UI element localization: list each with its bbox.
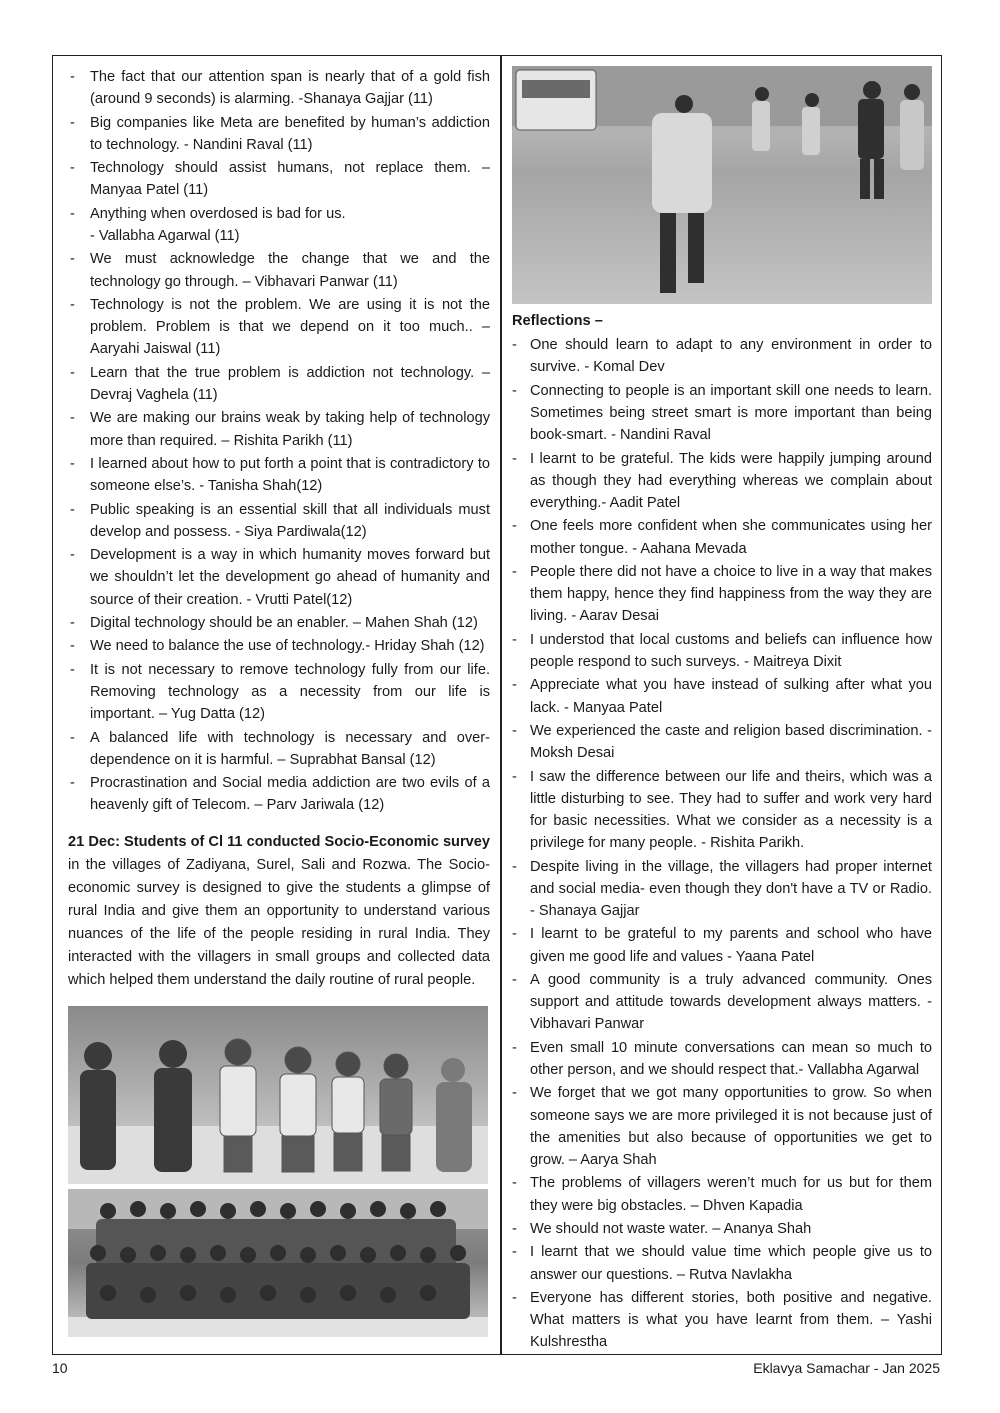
- reflection-item: - We should not waste water. – Ananya Shah: [512, 1218, 932, 1240]
- survey-photo: [68, 1006, 488, 1184]
- quote-author: - Vallabha Agarwal (11): [90, 227, 240, 244]
- event-body: in the villages of Zadiyana, Surel, Sali and Rozwa. The Socio-economic survey is designed to give the students a glimpse of rural India and give them an opportunity to understand various nuances of the life of the people residing in rural India. They interacted with the villagers in small groups and collected data which helped them understand the daily routine of rural people.: [68, 856, 490, 988]
- quote-item: - Technology is not the problem. We are using it is not the problem. Problem is that we depend on it too much.. – Aaryahi Jaiswal (11): [68, 294, 490, 361]
- issue-label: Eklavya Samachar - Jan 2025: [753, 1360, 940, 1376]
- reflection-item: - People there did not have a choice to live in a way that makes them happy, hence they find happiness from the way they are living. - Aarav Desai: [512, 561, 932, 628]
- quote-item: - Digital technology should be an enabler. – Mahen Shah (12): [68, 612, 490, 634]
- left-column: [68, 66, 490, 1337]
- quote-item: - The fact that our attention span is nearly that of a gold fish (around 9 seconds) is alarming. -Shanaya Gajjar (11): [68, 66, 490, 110]
- reflection-item: - We forget that we got many opportunities to grow. So when someone says we are more privileged it is not because just of the amenities but also because of opportunities we get to grow. – Aarya Shah: [512, 1082, 932, 1171]
- reflection-item: - Despite living in the village, the villagers had proper internet and social media- even though they don't have a TV or Radio. - Shanaya Gajjar: [512, 856, 932, 923]
- quote-item: - Procrastination and Social media addiction are two evils of a heavenly gift of Telecom. – Parv Jariwala (12): [68, 772, 490, 816]
- reflection-item: - A good community is a truly advanced community. Ones support and attitude towards development always matters. - Vibhavari Panwar: [512, 969, 932, 1036]
- reflection-item: - One feels more confident when she communicates using her mother tongue. - Aahana Mevada: [512, 515, 932, 559]
- column-divider: [500, 55, 502, 1355]
- playground-photo: [512, 66, 932, 304]
- reflections-title: Reflections –: [512, 313, 603, 329]
- quote-item: - We need to balance the use of technology.- Hriday Shah (12): [68, 635, 490, 657]
- quote-text: Anything when overdosed is bad for us.: [90, 205, 346, 222]
- event-heading: 21 Dec: Students of Cl 11 conducted Socio-Economic survey: [68, 833, 490, 850]
- reflection-item: - The problems of villagers weren’t much for us but for them they were big obstacles. – Dhven Kapadia: [512, 1172, 932, 1216]
- reflection-item: - We experienced the caste and religion based discrimination. - Moksh Desai: [512, 720, 932, 764]
- quote-item: - I learned about how to put forth a point that is contradictory to someone else’s. - Tanisha Shah(12): [68, 453, 490, 497]
- group-photo-figures: [68, 1189, 488, 1337]
- quote-list: [68, 66, 490, 817]
- survey-photo-figures: [68, 1006, 488, 1184]
- reflection-item: - Appreciate what you have instead of sulking after what you lack. - Manyaa Patel: [512, 674, 932, 718]
- reflection-item: - I learnt to be grateful to my parents and school who have given me good life and values - Yaana Patel: [512, 923, 932, 967]
- reflection-item: - I learnt to be grateful. The kids were happily jumping around as though they had everything whereas we complain about everything.- Aadit Patel: [512, 448, 932, 515]
- event-paragraph: [68, 831, 490, 992]
- quote-item: - Big companies like Meta are benefited by human’s addiction to technology. - Nandini Raval (11): [68, 112, 490, 156]
- page-number: 10: [52, 1360, 68, 1376]
- quote-item: [68, 203, 490, 247]
- right-column: [512, 66, 932, 1355]
- reflections-list: [512, 334, 932, 1353]
- quote-item: - We must acknowledge the change that we and the technology go through. – Vibhavari Panwar (11): [68, 248, 490, 292]
- quote-item: - A balanced life with technology is necessary and over-dependence on it is harmful. – Suprabhat Bansal (12): [68, 727, 490, 771]
- quote-item: - Learn that the true problem is addiction not technology. – Devraj Vaghela (11): [68, 362, 490, 406]
- quote-item: - It is not necessary to remove technology fully from our life. Removing technology as a necessity from our life is important. – Yug Datta (12): [68, 659, 490, 726]
- reflection-item: - I understod that local customs and beliefs can influence how people respond to such surveys. - Maitreya Dixit: [512, 629, 932, 673]
- quote-item: - Development is a way in which humanity moves forward but we shouldn’t let the development go ahead of humanity and source of their creation. - Vrutti Patel(12): [68, 544, 490, 611]
- playground-photo-figures: [512, 66, 932, 304]
- quote-item: - We are making our brains weak by taking help of technology more than required. – Rishita Parikh (11): [68, 407, 490, 451]
- reflection-item: - I saw the difference between our life and theirs, which was a little disturbing to see. They had to suffer and work very hard for basic necessities. What we consider as a necessity is a privilege for many people. - Rishita Parikh.: [512, 766, 932, 855]
- reflection-item: - Connecting to people is an important skill one needs to learn. Sometimes being street smart is more important than being book-smart. - Nandini Raval: [512, 380, 932, 447]
- quote-item: - Technology should assist humans, not replace them. – Manyaa Patel (11): [68, 157, 490, 201]
- reflection-item: - One should learn to adapt to any environment in order to survive. - Komal Dev: [512, 334, 932, 378]
- group-photo: [68, 1189, 488, 1337]
- reflection-item: - Everyone has different stories, both positive and negative. What matters is what you have learnt from them. – Yashi Kulshrestha: [512, 1287, 932, 1354]
- reflection-item: - I learnt that we should value time which people give us to answer our questions. – Rutva Navlakha: [512, 1241, 932, 1285]
- reflection-item: - Even small 10 minute conversations can mean so much to other person, and we should respect that.- Vallabha Agarwal: [512, 1037, 932, 1081]
- quote-item: - Public speaking is an essential skill that all individuals must develop and possess. - Siya Pardiwala(12): [68, 499, 490, 543]
